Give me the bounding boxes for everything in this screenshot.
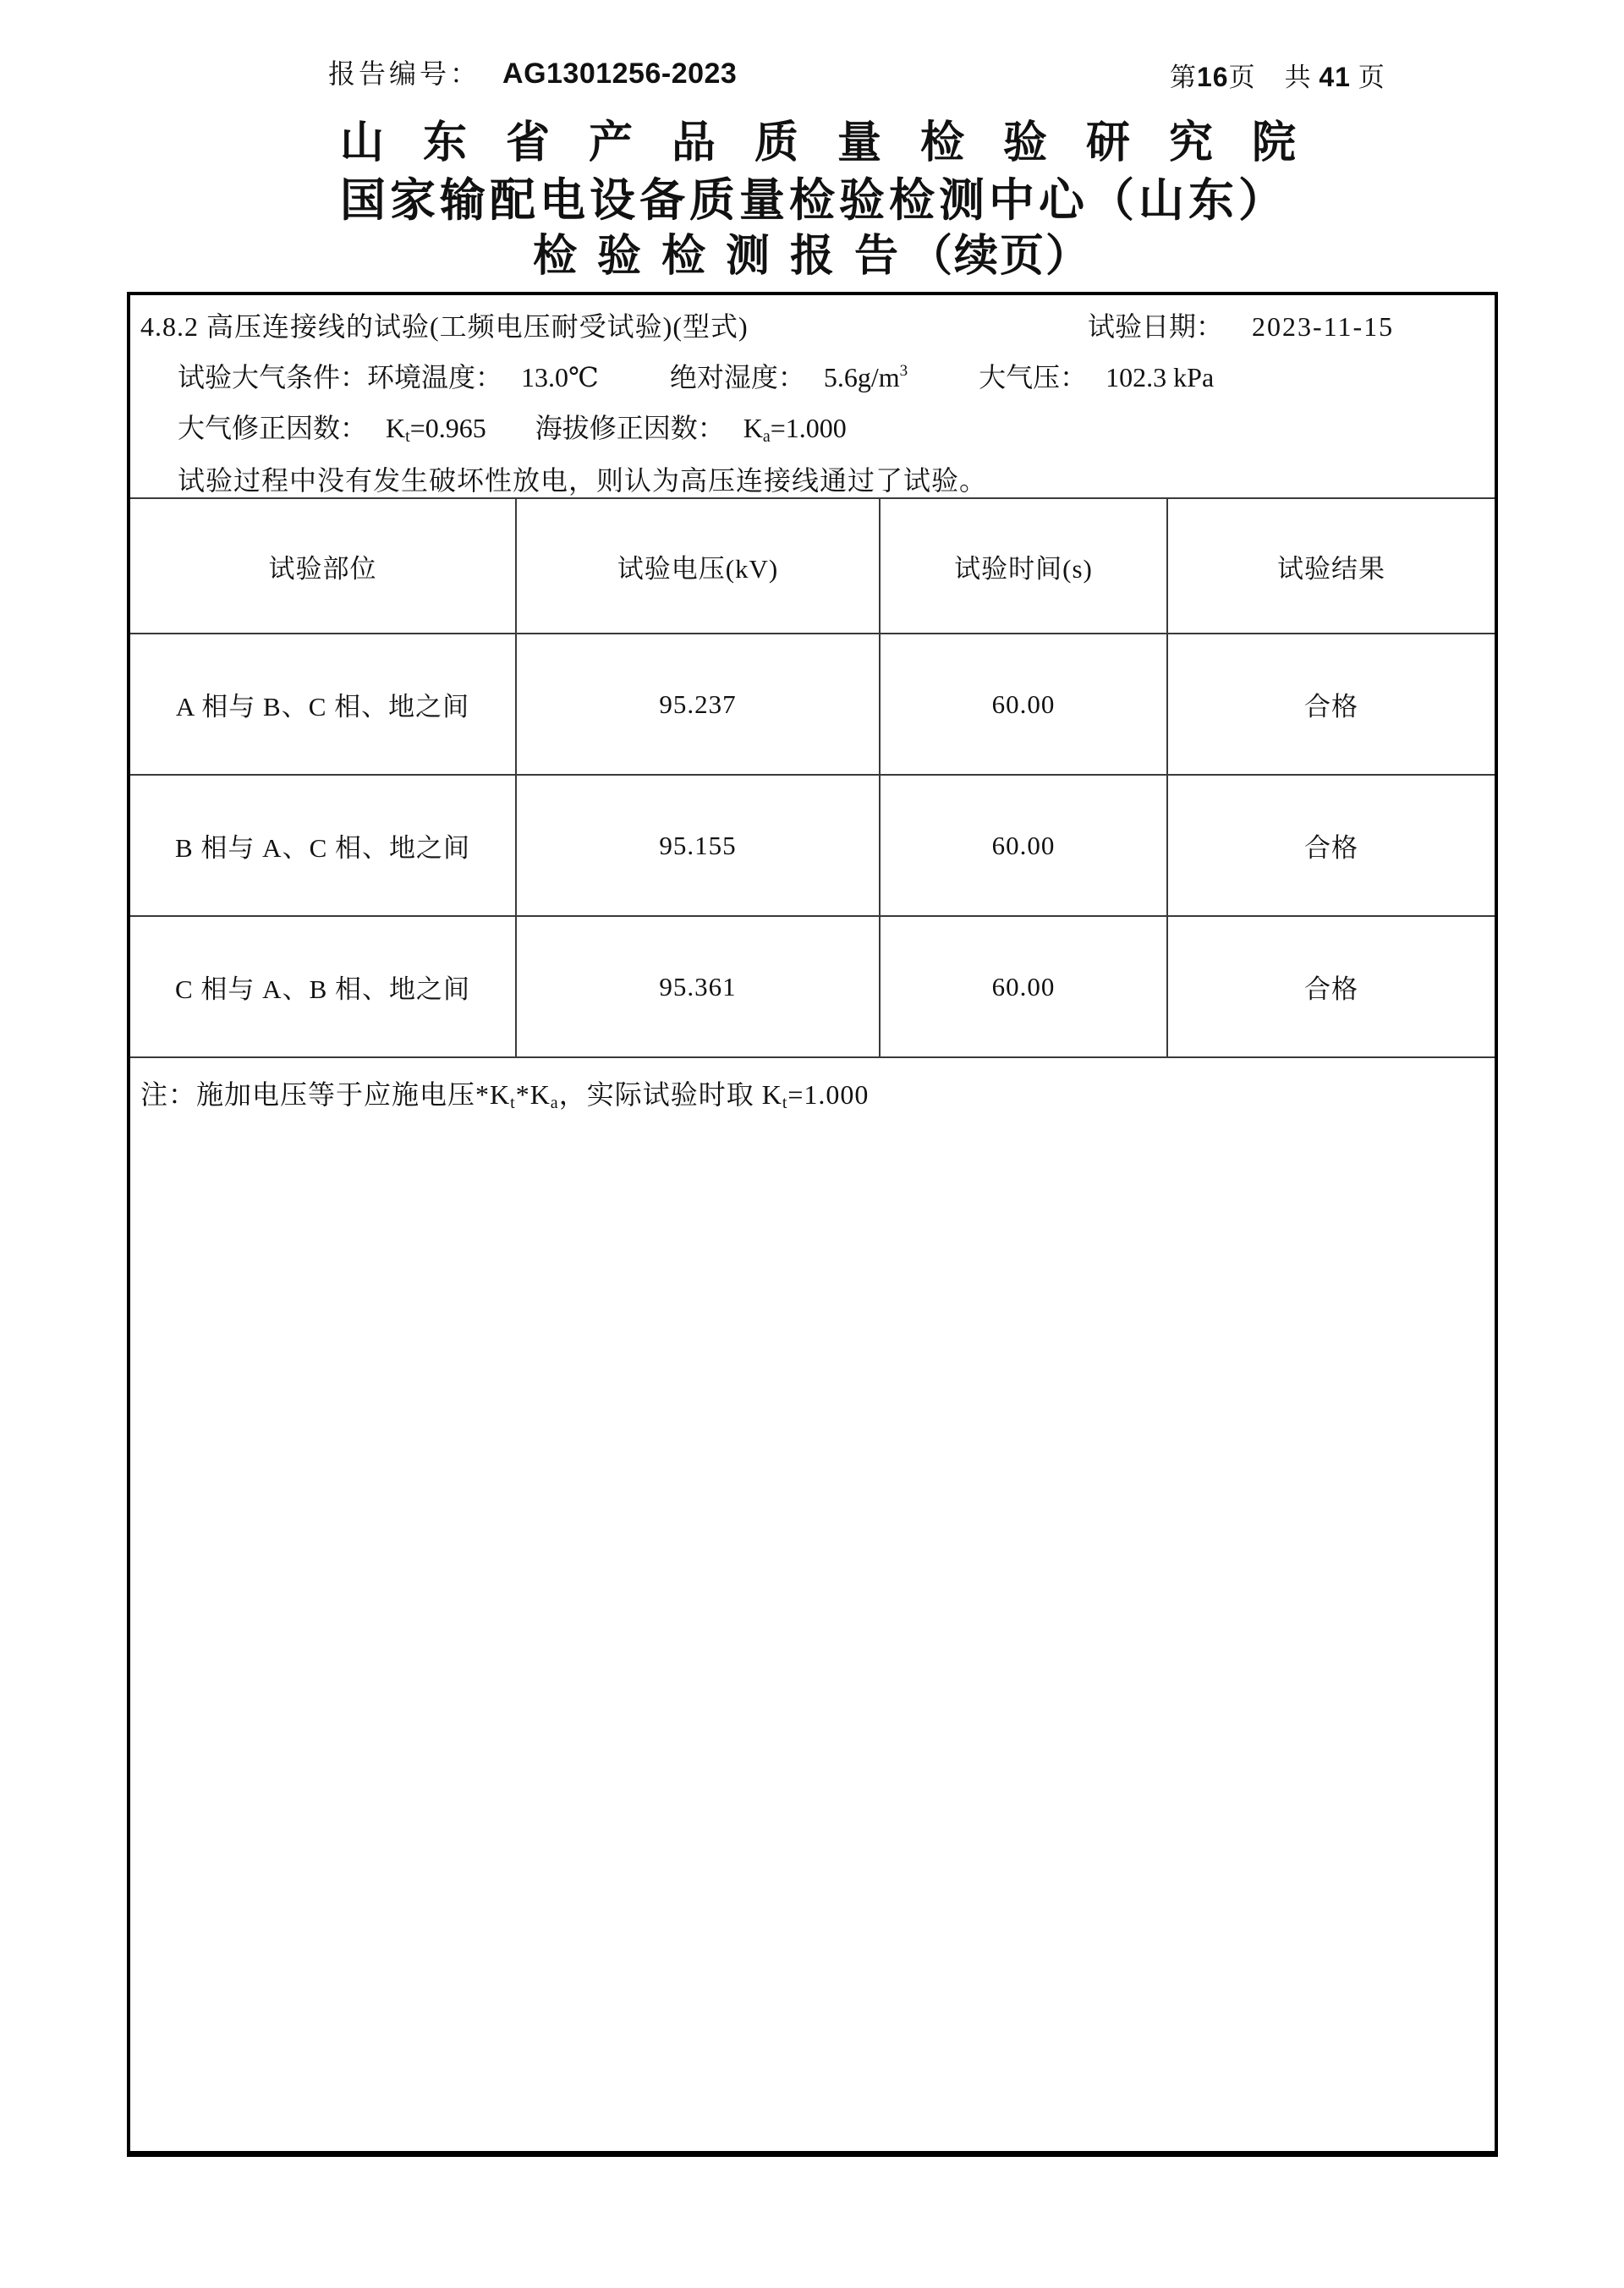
cell-result: 合格 — [1167, 916, 1495, 1057]
header-cell-part: 试验部位 — [130, 498, 516, 634]
cell-voltage: 95.237 — [516, 634, 880, 775]
kt-base: K — [386, 413, 406, 443]
page-total-suffix: 页 — [1358, 63, 1385, 92]
atmospheric-conditions-line — [178, 356, 1214, 395]
cell-result: 合格 — [1167, 634, 1495, 775]
header-cell-voltage: 试验电压(kV) — [516, 498, 880, 634]
test-date-label: 试验日期： — [1088, 311, 1224, 342]
ka-label: 海拔修正因数： — [535, 413, 725, 443]
title-report — [0, 220, 1624, 283]
note-sub-t: t — [510, 1094, 516, 1112]
content-border-box — [127, 292, 1498, 2157]
report-number-label: 报告编号： — [328, 58, 481, 89]
conclusion-text: 试验过程中没有发生破坏性放电，则认为高压连接线通过了试验。 — [178, 465, 988, 496]
results-table — [130, 497, 1495, 1058]
kt-value: =0.965 — [409, 413, 486, 443]
title-institute: 山东省产品质量检验研究院 — [339, 119, 1335, 167]
page-current-suffix: 页 — [1228, 63, 1256, 92]
cell-part: B 相与 A、C 相、地之间 — [130, 775, 516, 916]
ka-value: =1.000 — [770, 413, 847, 443]
note-part1: 注：施加电压等于应施电压*K — [140, 1079, 511, 1110]
table-row — [130, 775, 1495, 916]
report-number-value: AG1301256-2023 — [502, 58, 738, 90]
report-number — [328, 52, 737, 91]
cell-part: C 相与 A、B 相、地之间 — [130, 916, 516, 1057]
test-date — [1088, 305, 1394, 344]
pressure-value: 102.3 kPa — [1106, 362, 1215, 392]
table-header-row — [130, 498, 1495, 634]
test-date-value: 2023-11-15 — [1252, 311, 1395, 342]
note-sub-t2: t — [782, 1094, 788, 1112]
section-heading: 4.8.2 高压连接线的试验(工频电压耐受试验)(型式) — [140, 311, 749, 342]
ka-subscript: a — [762, 427, 771, 446]
kt-subscript: t — [405, 427, 410, 446]
humidity-value: 5.6g/m — [823, 362, 900, 392]
header-cell-time: 试验时间(s) — [880, 498, 1167, 634]
cell-result: 合格 — [1167, 775, 1495, 916]
cell-time: 60.00 — [880, 634, 1167, 775]
kt-label: 大气修正因数： — [178, 413, 368, 443]
title-report-paren: （续页） — [908, 233, 1092, 281]
note-sub-a: a — [550, 1094, 559, 1112]
page-current-number: 16 — [1197, 62, 1229, 92]
cell-time: 60.00 — [880, 916, 1167, 1057]
header-cell-result: 试验结果 — [1167, 498, 1495, 634]
cell-part: A 相与 B、C 相、地之间 — [130, 634, 516, 775]
cell-voltage: 95.361 — [516, 916, 880, 1057]
page-current-prefix: 第 — [1170, 63, 1197, 92]
cell-time: 60.00 — [880, 775, 1167, 916]
table-row — [130, 634, 1495, 775]
title-report-main: 检验检测报告 — [532, 233, 919, 281]
humidity-label: 绝对湿度： — [669, 362, 805, 392]
note-part4: =1.000 — [787, 1079, 870, 1110]
note-part3: ，实际试验时取 K — [558, 1079, 782, 1110]
atmos-label: 试验大气条件： — [178, 362, 368, 392]
page-total-prefix: 共 — [1284, 63, 1312, 92]
temperature-value: 13.0℃ — [521, 362, 599, 392]
cell-voltage: 95.155 — [516, 775, 880, 916]
title-center: 国家输配电设备质量检验检测中心（山东） — [340, 175, 1288, 226]
correction-factors-line — [178, 407, 847, 447]
pressure-label: 大气压： — [979, 362, 1088, 392]
humidity-superscript: 3 — [899, 362, 908, 380]
note-text — [140, 1073, 869, 1113]
temperature-label: 环境温度： — [367, 362, 503, 392]
ka-base: K — [743, 413, 763, 443]
table-row — [130, 916, 1495, 1057]
page-total-number: 41 — [1319, 62, 1351, 92]
page-indicator — [1170, 56, 1385, 94]
note-part2: *K — [515, 1079, 551, 1110]
